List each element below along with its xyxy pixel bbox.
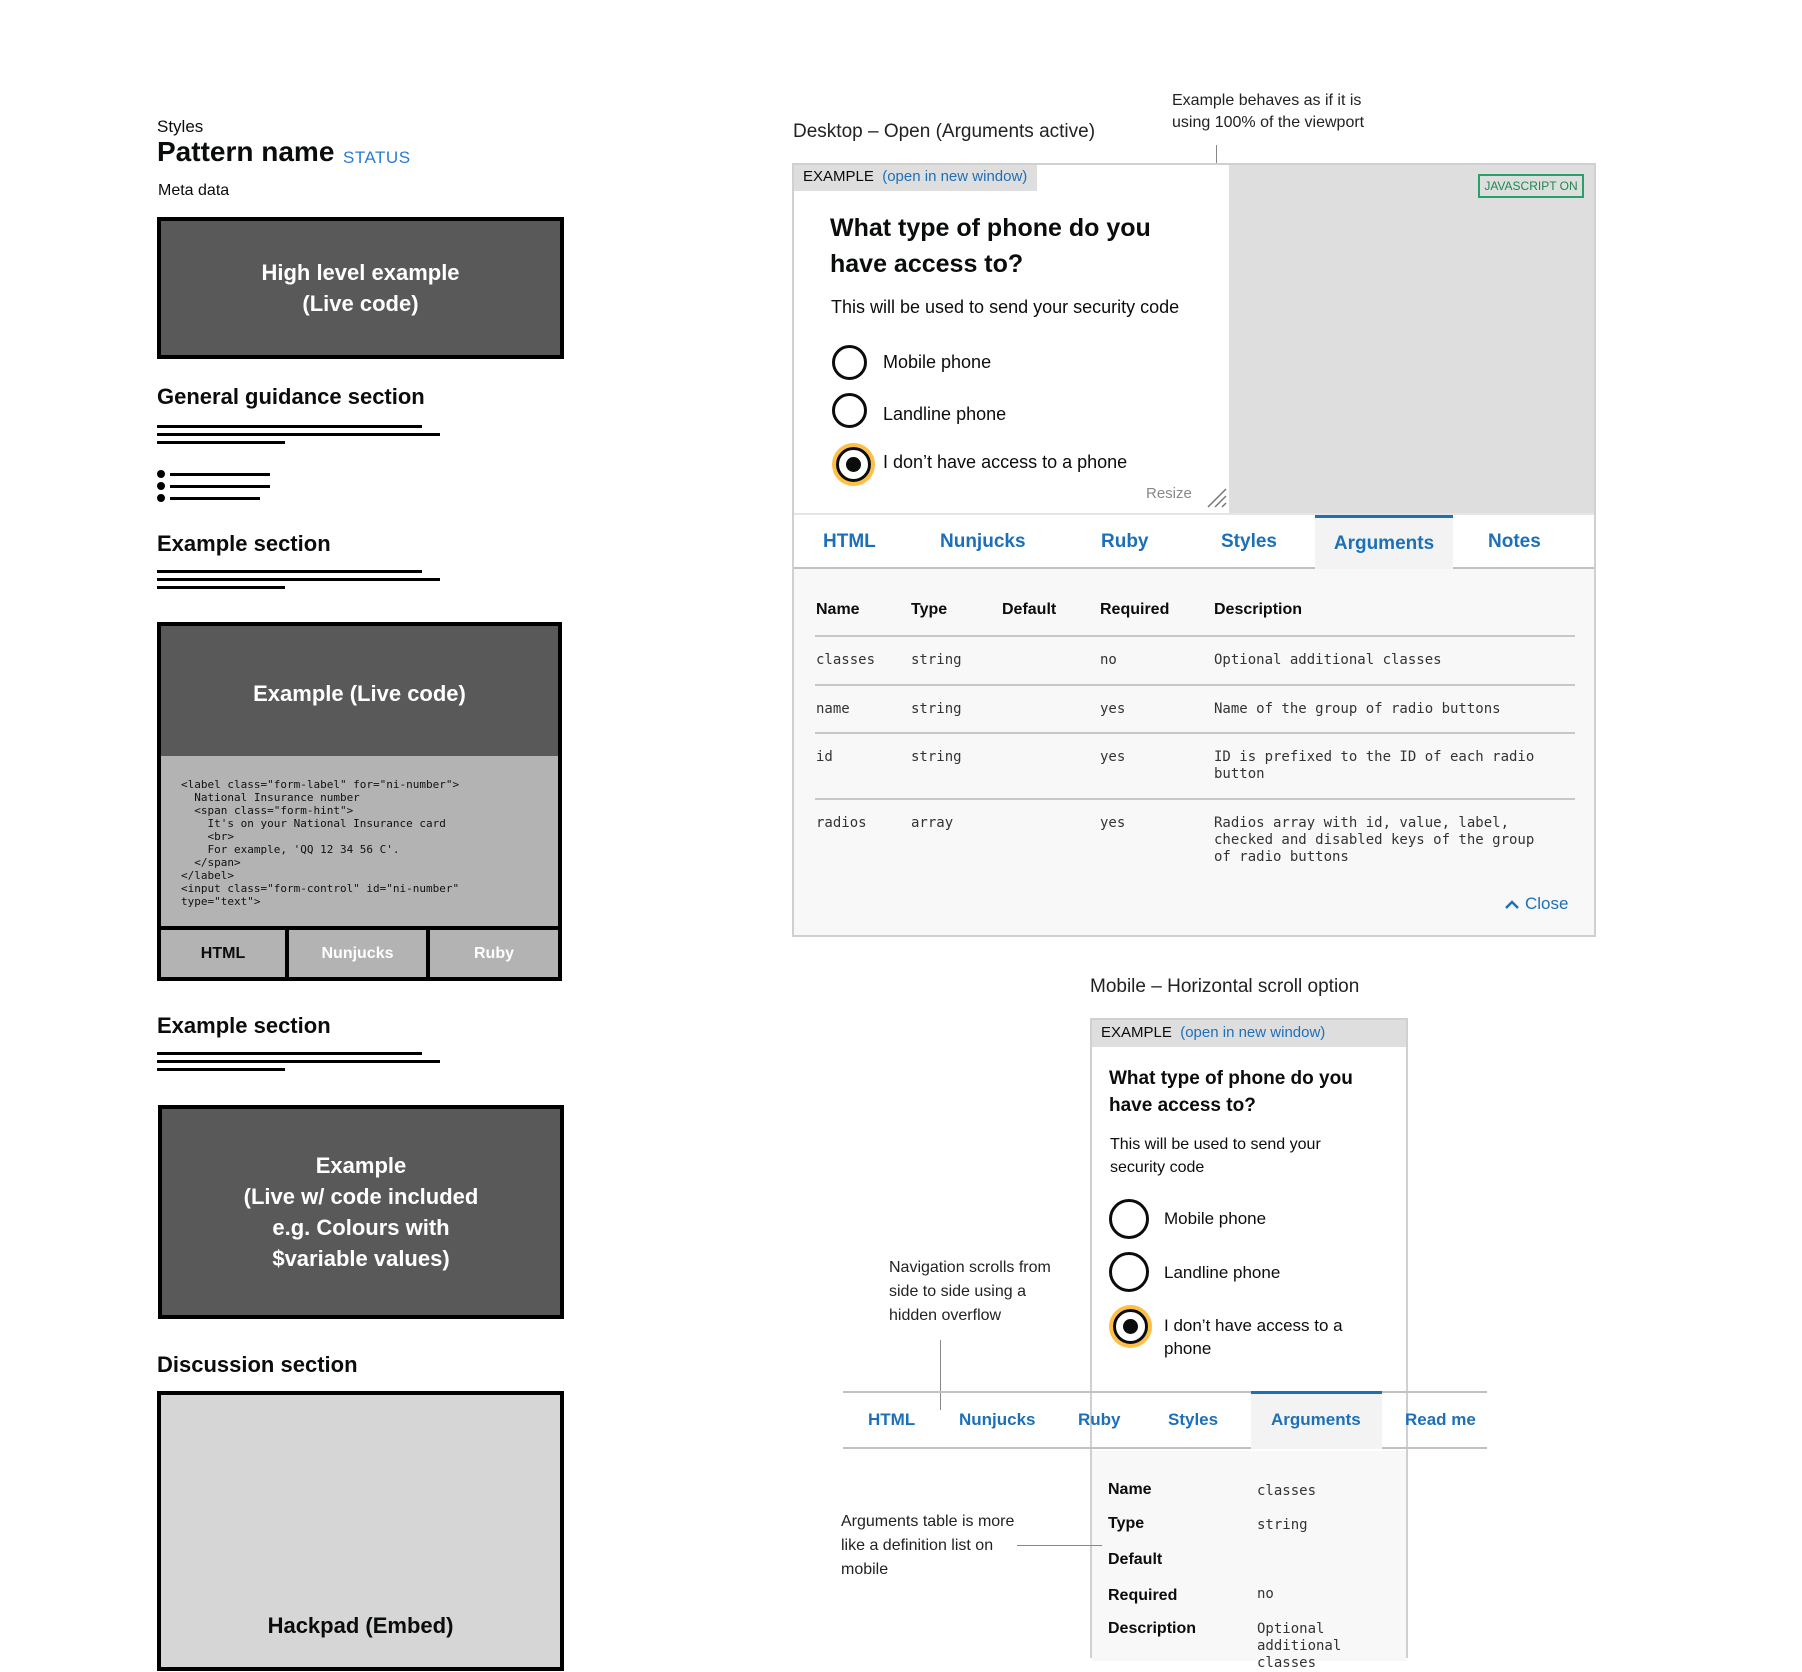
cell-description: Radios array with id, value, label, checked and disabled keys of the group of radio buttons xyxy=(1214,815,1535,865)
mobile-tab-ruby[interactable]: Ruby xyxy=(1078,1410,1121,1429)
dl-value: string xyxy=(1257,1517,1308,1533)
question-hint: This will be used to send your security code xyxy=(831,297,1180,317)
cell-required: yes xyxy=(1100,815,1126,831)
dl-value: classes xyxy=(1257,1483,1317,1499)
example-live-box xyxy=(157,622,562,760)
radio-no-phone[interactable] xyxy=(836,447,871,482)
dl-value: no xyxy=(1257,1586,1274,1602)
radio-label: Landline phone xyxy=(883,404,1007,424)
example-with-code-box xyxy=(158,1105,564,1319)
code-tab-nunjucks[interactable]: Nunjucks xyxy=(289,930,426,977)
chevron-up-icon xyxy=(1505,899,1519,909)
text-placeholder-lines xyxy=(157,1052,437,1076)
example-section-heading-2: Example section xyxy=(157,1013,331,1038)
dl-term: Required xyxy=(1108,1587,1178,1604)
tab-html[interactable]: HTML xyxy=(823,531,876,552)
example-with-code-line-1: Example xyxy=(315,1153,407,1178)
radio-label: I don’t have access to a phone xyxy=(883,452,1128,472)
example-section-heading-1: Example section xyxy=(157,531,331,556)
question-heading: What type of phone do you have access to? xyxy=(830,214,1151,278)
status-label: STATUS xyxy=(343,148,411,167)
col-header-name: Name xyxy=(816,601,860,618)
cell-name: radios xyxy=(816,815,867,831)
code-tab-ruby[interactable]: Ruby xyxy=(430,930,558,977)
mobile-caption: Mobile – Horizontal scroll option xyxy=(1090,976,1360,997)
mobile-radio-no-phone[interactable] xyxy=(1113,1309,1148,1344)
bullet-placeholder-list xyxy=(157,470,277,502)
mobile-question-heading: What type of phone do you have access to? xyxy=(1109,1068,1353,1116)
dl-term: Type xyxy=(1108,1515,1145,1532)
meta-data: Meta data xyxy=(158,182,230,199)
example-label-bar xyxy=(794,165,1037,191)
cell-name: id xyxy=(816,749,833,765)
close-label: Close xyxy=(1525,894,1569,913)
code-tab-html[interactable]: HTML xyxy=(161,930,285,977)
mobile-tab-bar[interactable] xyxy=(843,1391,1487,1449)
cell-type: string xyxy=(911,652,962,668)
open-new-window-link[interactable]: (open in new window) xyxy=(882,168,1028,185)
mobile-tab-html[interactable]: HTML xyxy=(868,1410,916,1429)
example-with-code-line-2: (Live w/ code included xyxy=(243,1184,479,1209)
tab-styles[interactable]: Styles xyxy=(1221,531,1277,552)
pattern-name: Pattern name xyxy=(157,136,335,167)
table-divider xyxy=(815,635,1575,637)
mobile-tab-nunjucks[interactable]: Nunjucks xyxy=(959,1410,1036,1429)
tab-nunjucks[interactable]: Nunjucks xyxy=(940,531,1026,552)
tab-arguments[interactable]: Arguments xyxy=(1315,515,1453,569)
col-header-required: Required xyxy=(1100,601,1170,618)
cell-name: name xyxy=(816,701,850,717)
general-guidance-heading: General guidance section xyxy=(157,384,425,409)
cell-required: no xyxy=(1100,652,1117,668)
radio-label: Landline phone xyxy=(1164,1263,1281,1282)
table-divider xyxy=(815,798,1575,800)
viewport-annotation xyxy=(1172,90,1364,134)
mobile-tab-arguments[interactable]: Arguments xyxy=(1271,1410,1361,1429)
col-header-default: Default xyxy=(1002,601,1057,618)
radio-label: I don’t have access to a phone xyxy=(1164,1316,1343,1358)
code-tab-bar-desktop xyxy=(794,513,1594,569)
discussion-section-heading: Discussion section xyxy=(157,1352,358,1377)
table-divider xyxy=(815,732,1575,734)
cell-description: Optional additional classes xyxy=(1214,652,1442,668)
mobile-question-hint: This will be used to send your security code xyxy=(1110,1136,1321,1176)
table-divider xyxy=(815,684,1575,686)
radio-landline-phone[interactable] xyxy=(832,393,867,428)
viewport-annotation-line-2: using 100% of the viewport xyxy=(1172,114,1365,131)
cell-type: array xyxy=(911,815,954,831)
annotation-leader-line xyxy=(1017,1545,1102,1546)
example-live-label: Example (Live code) xyxy=(253,680,466,706)
mobile-radio-landline-phone[interactable] xyxy=(1109,1252,1149,1292)
text-placeholder-lines xyxy=(157,425,437,449)
example-label: EXAMPLE xyxy=(1101,1024,1172,1041)
radio-label: Mobile phone xyxy=(1164,1209,1267,1228)
hackpad-label: Hackpad (Embed) xyxy=(267,1613,454,1638)
high-level-line-1: High level example xyxy=(261,260,460,285)
mobile-tab-styles[interactable]: Styles xyxy=(1168,1410,1219,1429)
hackpad-embed-box xyxy=(157,1391,564,1671)
mobile-example-label-bar xyxy=(1092,1020,1406,1047)
mobile-tab-read-me[interactable]: Read me xyxy=(1405,1410,1476,1429)
tab-ruby[interactable]: Ruby xyxy=(1101,531,1149,552)
text-placeholder-lines xyxy=(157,570,437,594)
mobile-radio-mobile-phone[interactable] xyxy=(1109,1199,1149,1239)
example-label: EXAMPLE xyxy=(803,168,874,185)
dl-value: Optional additional classes xyxy=(1257,1621,1342,1671)
radio-mobile-phone[interactable] xyxy=(832,345,867,380)
javascript-on-badge: JAVASCRIPT ON xyxy=(1478,174,1584,198)
col-header-description: Description xyxy=(1214,601,1303,618)
cell-description: ID is prefixed to the ID of each radio button xyxy=(1214,749,1535,782)
col-header-type: Type xyxy=(911,601,948,618)
cell-required: yes xyxy=(1100,701,1126,717)
high-level-line-2: (Live code) xyxy=(302,291,419,316)
dl-term: Name xyxy=(1108,1481,1152,1498)
code-tab-bar xyxy=(157,926,562,981)
dl-term: Description xyxy=(1108,1620,1197,1637)
open-new-window-link[interactable]: (open in new window) xyxy=(1180,1024,1326,1041)
nav-scroll-annotation: Navigation scrolls from side to side using a hidden overflow xyxy=(889,1259,1051,1324)
example-with-code-line-3: e.g. Colours with xyxy=(272,1215,450,1240)
cell-type: string xyxy=(911,701,962,717)
radio-label: Mobile phone xyxy=(883,352,992,372)
args-table-annotation: Arguments table is more like a definition list on mobile xyxy=(841,1513,1015,1578)
viewport-overflow-area xyxy=(1229,165,1594,513)
tab-notes[interactable]: Notes xyxy=(1488,531,1541,552)
cell-required: yes xyxy=(1100,749,1126,765)
cell-type: string xyxy=(911,749,962,765)
code-sample: <label class="form-label" for="ni-number"> National Insurance number <span class="form-hint"> It's on your National Insurance card <br> For example, 'QQ 12 34 56 C'. </span> </label> <input class="form-control" id="ni-number" type="text"> xyxy=(157,756,562,926)
cell-name: classes xyxy=(816,652,876,668)
viewport-annotation-line-1: Example behaves as if it is xyxy=(1172,92,1362,109)
cell-description: Name of the group of radio buttons xyxy=(1214,701,1501,717)
desktop-caption: Desktop – Open (Arguments active) xyxy=(793,121,1096,142)
category-label: Styles xyxy=(157,117,204,136)
high-level-example-box xyxy=(157,217,564,359)
example-with-code-line-4: $variable values) xyxy=(272,1246,450,1271)
resize-label: Resize xyxy=(1146,485,1192,502)
close-button[interactable] xyxy=(1505,894,1568,914)
dl-term: Default xyxy=(1108,1551,1163,1568)
resize-handle-icon[interactable] xyxy=(1206,487,1228,509)
